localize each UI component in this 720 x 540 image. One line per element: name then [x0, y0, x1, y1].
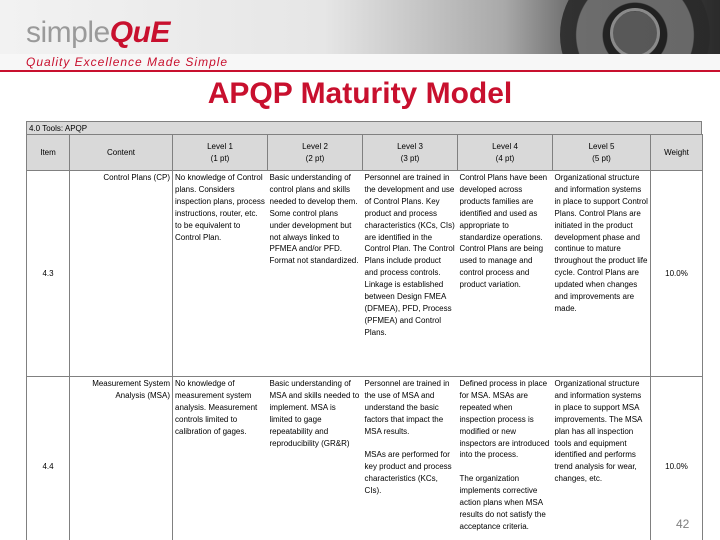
- header-level-1-name: Level 1: [207, 141, 233, 151]
- header-weight: Weight: [651, 135, 703, 171]
- header-level-5-name: Level 5: [588, 141, 615, 151]
- header-level-4-name: Level 4: [492, 141, 518, 151]
- row-content: Measurement System Analysis (MSA): [70, 377, 173, 540]
- row-level-1: No knowledge of measurement system analysis. Measurement controls limited to calibration of gages.: [173, 377, 268, 540]
- row-level-3: Personnel are trained in the use of MSA and understand the basic factors that impact the MSA results. MSAs are performed for key product and process characteristics (KCs, CIs).: [363, 377, 458, 540]
- table-row: [27, 171, 703, 377]
- row-level-4: Control Plans have been developed across products families are identified and used as appropriate to standardize operations. Control Plans are being used to manage and control process and product variation.: [458, 171, 553, 377]
- header-level-2: [268, 135, 363, 171]
- tagline-divider: [0, 70, 720, 72]
- page-number: 42: [676, 517, 690, 531]
- header-level-1-points: (1 pt): [210, 153, 230, 163]
- row-item-number: 4.4: [27, 377, 70, 540]
- row-level-2: Basic understanding of MSA and skills needed to implement. MSA is limited to gage repeatability and reproducibility (GR&R): [268, 377, 363, 540]
- row-content: Control Plans (CP): [70, 171, 173, 377]
- header-level-1: [173, 135, 268, 171]
- row-level-5: Organizational structure and information systems in place to support Control Plans. Control Plans are initiated in the product development phase and continue to mature throughout the product life cycle. Control Plans are updated when changes and improvements are made.: [553, 171, 651, 377]
- maturity-table-wrap: [26, 121, 702, 540]
- header-content: Content: [70, 135, 173, 171]
- row-level-4: Defined process in place for MSA. MSAs are repeated when inspection process is modified or new inspectors are introduced into the process. The organization implements corrective action plans when MSA results do not satisfy the acceptance criteria.: [458, 377, 553, 540]
- table-row: [27, 377, 703, 540]
- logo: [26, 18, 170, 48]
- tagline: Quality Excellence Made Simple: [26, 55, 229, 69]
- header-level-2-name: Level 2: [302, 141, 328, 151]
- gear-hub: [610, 8, 660, 58]
- header-level-4-points: (4 pt): [495, 153, 515, 163]
- header-level-2-points: (2 pt): [305, 153, 325, 163]
- header-item: Item: [27, 135, 70, 171]
- header-row: [27, 135, 703, 171]
- header-banner: [0, 0, 720, 72]
- header-level-3-name: Level 3: [397, 141, 423, 151]
- header-level-3-points: (3 pt): [400, 153, 420, 163]
- page-title: APQP Maturity Model: [207, 77, 513, 110]
- header-level-3: [363, 135, 458, 171]
- row-level-5: Organizational structure and information systems in place to support MSA improvements. The MSA plan has all inspection tools and equipment identified and performs trend analysis for wear, changes, etc.: [553, 377, 651, 540]
- row-weight: 10.0%: [651, 171, 703, 377]
- maturity-table: [26, 134, 703, 540]
- header-level-5: [553, 135, 651, 171]
- row-level-2: Basic understanding of control plans and skills needed to develop them. Some control plans under development but not always linked to PFMEA and/or PFD. Format not standardized.: [268, 171, 363, 377]
- header-level-4: [458, 135, 553, 171]
- logo-que: QuE: [109, 16, 170, 49]
- row-item-number: 4.3: [27, 171, 70, 377]
- row-level-1: No knowledge of Control plans. Considers inspection plans, process instructions, router, etc. to be equivalent to Control Plan.: [173, 171, 268, 377]
- row-level-3: Personnel are trained in the development and use of Control Plans. Key product and process characteristics (KCs, CIs) are identified in the Control Plan. The Control Plans include product and process controls. Linkage is established between Design FMEA (DFMEA), PFD, Process (PFMEA) and Control Plans.: [363, 171, 458, 377]
- logo-simple: simple: [26, 16, 110, 49]
- header-level-5-points: (5 pt): [592, 153, 611, 163]
- row-weight: 10.0%: [651, 377, 703, 540]
- section-title: 4.0 Tools: APQP: [26, 121, 702, 134]
